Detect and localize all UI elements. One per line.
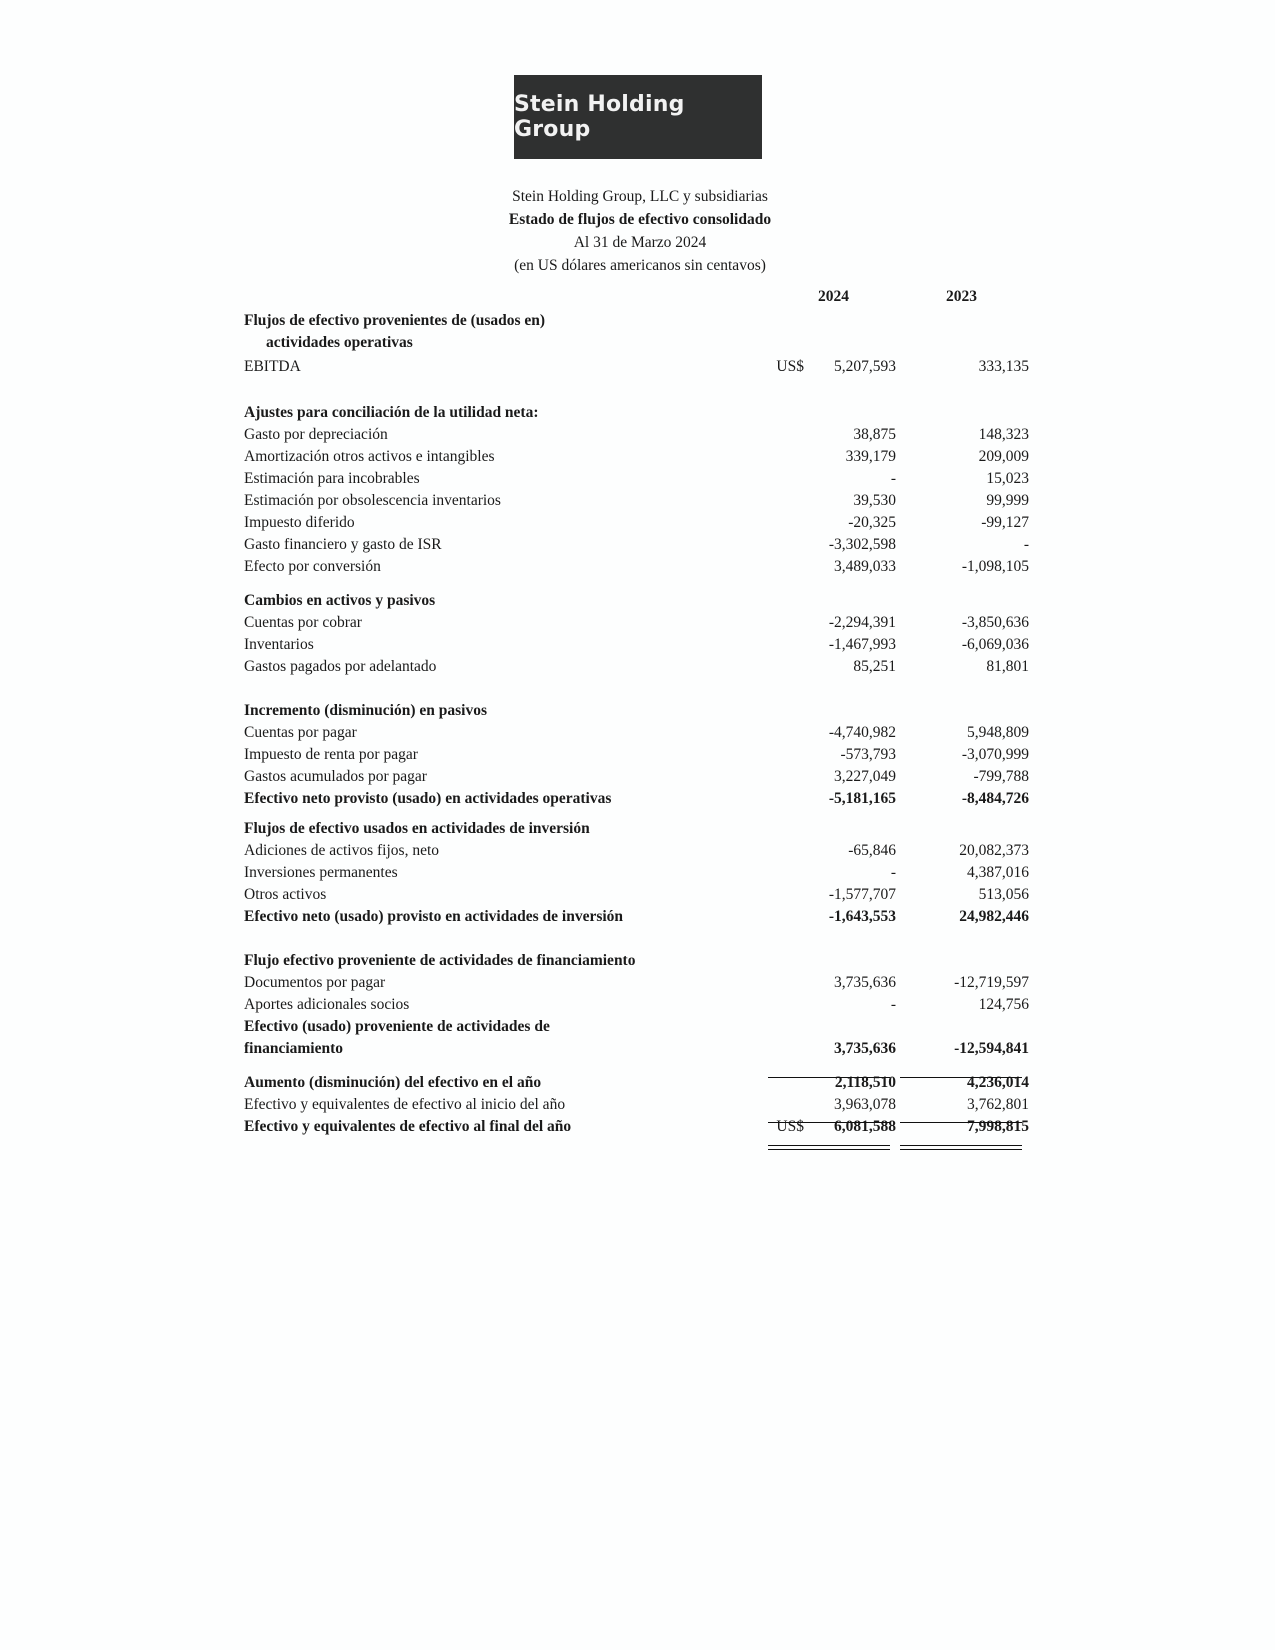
- table-row: [244, 512, 1034, 534]
- value-2024: -5,181,165: [828, 790, 896, 807]
- row-label: Efectivo neto provisto (usado) en actividades operativas: [244, 790, 612, 807]
- value-2024: 39,530: [853, 492, 896, 509]
- value-2024: 3,489,033: [834, 558, 896, 575]
- row-label: Efectivo (usado) proveniente de actividades de: [244, 1018, 550, 1035]
- value-2023: -99,127: [981, 514, 1029, 531]
- table-row: [244, 1038, 1034, 1060]
- row-label: Flujo efectivo proveniente de actividades de financiamiento: [244, 952, 636, 969]
- value-2024: 38,875: [853, 426, 896, 443]
- row-label: Estimación por obsolescencia inventarios: [244, 492, 501, 509]
- table-row: [244, 1016, 1034, 1038]
- value-2024: -: [890, 996, 896, 1013]
- value-2023: 3,762,801: [967, 1096, 1029, 1113]
- opening-rule-2024: [768, 1122, 890, 1123]
- value-2023: 4,236,014: [967, 1074, 1029, 1091]
- table-row: [244, 950, 1034, 972]
- total-double-rule-2024: [768, 1145, 890, 1150]
- value-2023: -3,070,999: [961, 746, 1029, 763]
- row-label: Efecto por conversión: [244, 558, 381, 575]
- value-2024: 85,251: [853, 658, 896, 675]
- table-row: [244, 656, 1034, 678]
- value-2024: 5,207,593: [834, 358, 896, 375]
- row-label: Otros activos: [244, 886, 327, 903]
- value-2024: 339,179: [845, 448, 896, 465]
- subtotal-rule-2023: [900, 1077, 1022, 1078]
- table-row: [244, 972, 1034, 994]
- row-label: Adiciones de activos fijos, neto: [244, 842, 439, 859]
- value-2023: 148,323: [978, 426, 1029, 443]
- value-2023: -12,594,841: [954, 1040, 1029, 1057]
- value-2024: -4,740,982: [828, 724, 896, 741]
- value-2023: 99,999: [986, 492, 1029, 509]
- currency-symbol: US$: [776, 358, 804, 375]
- table-row: [244, 818, 1034, 840]
- value-2023: -799,788: [973, 768, 1029, 785]
- statement-date: Al 31 de Marzo 2024: [573, 234, 707, 251]
- table-row: [244, 612, 1034, 634]
- row-label: Efectivo y equivalentes de efectivo al final del año: [244, 1118, 572, 1135]
- row-label: EBITDA: [244, 358, 301, 375]
- value-2023: 124,756: [978, 996, 1029, 1013]
- value-2024: 3,735,636: [834, 1040, 896, 1057]
- row-label: Impuesto diferido: [244, 514, 355, 531]
- table-row: [244, 468, 1034, 490]
- row-label: Aumento (disminución) del efectivo en el año: [244, 1074, 542, 1091]
- row-label: Gasto por depreciación: [244, 426, 388, 443]
- table-row: [244, 1072, 1034, 1094]
- row-label: Gastos acumulados por pagar: [244, 768, 427, 785]
- table-row: [244, 994, 1034, 1016]
- currency-symbol: US$: [776, 1118, 804, 1135]
- value-2024: 6,081,588: [834, 1118, 896, 1135]
- value-2023: -3,850,636: [961, 614, 1029, 631]
- row-label: Ajustes para conciliación de la utilidad neta:: [244, 404, 539, 421]
- row-label: Inventarios: [244, 636, 314, 653]
- row-label: Incremento (disminución) en pasivos: [244, 702, 487, 719]
- value-2024: -20,325: [848, 514, 896, 531]
- value-2024: -3,302,598: [828, 536, 896, 553]
- value-2023: 20,082,373: [959, 842, 1029, 859]
- value-2023: 5,948,809: [967, 724, 1029, 741]
- column-header-2024: 2024: [818, 288, 849, 305]
- value-2024: 3,963,078: [834, 1096, 896, 1113]
- row-label: Gasto financiero y gasto de ISR: [244, 536, 442, 553]
- value-2023: 24,982,446: [959, 908, 1029, 925]
- row-label: Gastos pagados por adelantado: [244, 658, 437, 675]
- value-2024: -1,643,553: [828, 908, 896, 925]
- row-label: Cuentas por pagar: [244, 724, 357, 741]
- row-label: Estimación para incobrables: [244, 470, 420, 487]
- table-row: [244, 744, 1034, 766]
- statement-title: Estado de flujos de efectivo consolidado: [508, 211, 772, 228]
- value-2023: 513,056: [978, 886, 1029, 903]
- table-row: [244, 788, 1034, 810]
- row-label: Cambios en activos y pasivos: [244, 592, 436, 609]
- table-row: [244, 310, 1034, 332]
- table-row: [244, 332, 1034, 354]
- value-2024: -65,846: [848, 842, 896, 859]
- table-row: [244, 1116, 1034, 1138]
- value-2023: -1,098,105: [961, 558, 1029, 575]
- table-row: [244, 700, 1034, 722]
- value-2024: 3,227,049: [834, 768, 896, 785]
- logo-text: Stein Holding Group: [514, 92, 685, 142]
- value-2024: 3,735,636: [834, 974, 896, 991]
- table-row: [244, 1094, 1034, 1116]
- value-2023: -6,069,036: [961, 636, 1029, 653]
- subtotal-rule-2024: [768, 1077, 890, 1078]
- value-2024: -1,577,707: [828, 886, 896, 903]
- table-row: [244, 402, 1034, 424]
- row-label: financiamiento: [244, 1040, 344, 1057]
- value-2024: -2,294,391: [828, 614, 896, 631]
- value-2023: 7,998,815: [967, 1118, 1029, 1135]
- row-label: Cuentas por cobrar: [244, 614, 362, 631]
- table-row: [244, 590, 1034, 612]
- column-header-2023: 2023: [946, 288, 977, 305]
- value-2024: 2,118,510: [834, 1074, 896, 1091]
- table-row: [244, 840, 1034, 862]
- table-row: [244, 906, 1034, 928]
- value-2024: -573,793: [840, 746, 896, 763]
- table-row: [244, 534, 1034, 556]
- table-row: [244, 884, 1034, 906]
- row-label: Aportes adicionales socios: [244, 996, 410, 1013]
- total-double-rule-2023: [900, 1145, 1022, 1150]
- row-label: Amortización otros activos e intangibles: [244, 448, 495, 465]
- row-label: actividades operativas: [266, 334, 413, 351]
- table-row: [244, 862, 1034, 884]
- value-2023: 209,009: [978, 448, 1029, 465]
- value-2024: -1,467,993: [828, 636, 896, 653]
- row-label: Efectivo y equivalentes de efectivo al inicio del año: [244, 1096, 566, 1113]
- table-row: [244, 490, 1034, 512]
- company-logo: [514, 75, 762, 159]
- statement-header: [400, 185, 880, 277]
- row-label: Flujos de efectivo usados en actividades de inversión: [244, 820, 590, 837]
- value-2023: 4,387,016: [967, 864, 1029, 881]
- table-row: [244, 356, 1034, 378]
- value-2023: -12,719,597: [954, 974, 1029, 991]
- row-label: Flujos de efectivo provenientes de (usados en): [244, 312, 546, 329]
- value-2023: -: [1023, 536, 1029, 553]
- value-2023: -8,484,726: [961, 790, 1029, 807]
- value-2023: 333,135: [978, 358, 1029, 375]
- table-row: [244, 446, 1034, 468]
- statement-units: (en US dólares americanos sin centavos): [514, 257, 766, 274]
- opening-rule-2023: [900, 1122, 1022, 1123]
- row-label: Efectivo neto (usado) provisto en actividades de inversión: [244, 908, 624, 925]
- table-row: [244, 634, 1034, 656]
- value-2024: -: [890, 470, 896, 487]
- table-row: [244, 722, 1034, 744]
- table-row: [244, 556, 1034, 578]
- value-2023: 81,801: [986, 658, 1029, 675]
- value-2023: 15,023: [986, 470, 1029, 487]
- row-label: Impuesto de renta por pagar: [244, 746, 418, 763]
- value-2024: -: [890, 864, 896, 881]
- row-label: Documentos por pagar: [244, 974, 386, 991]
- table-row: [244, 766, 1034, 788]
- company-name: Stein Holding Group, LLC y subsidiarias: [512, 188, 768, 205]
- table-row: [244, 424, 1034, 446]
- row-label: Inversiones permanentes: [244, 864, 398, 881]
